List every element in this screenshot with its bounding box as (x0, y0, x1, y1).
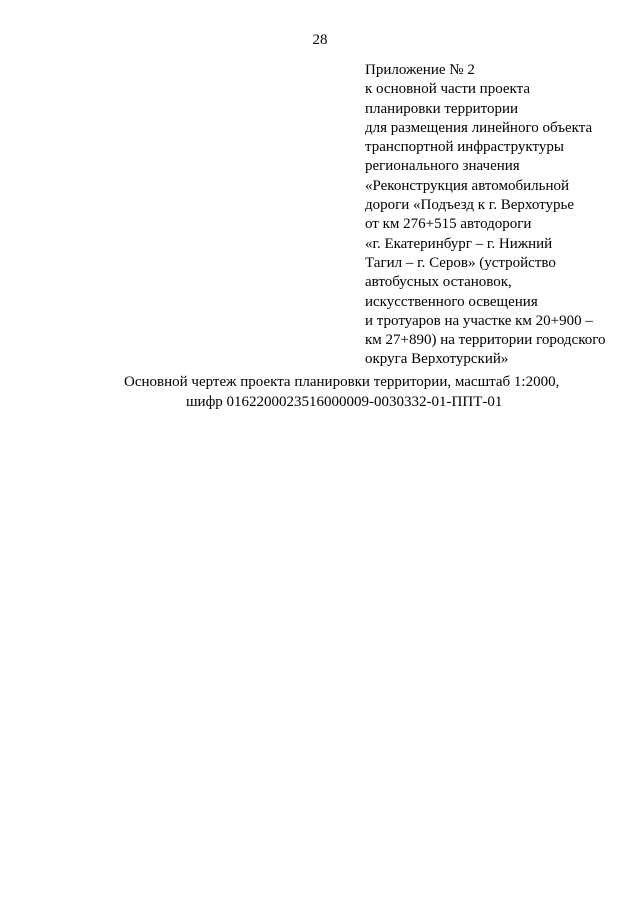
appendix-line: км 27+890) на территории городского (365, 332, 606, 349)
appendix-line: Тагил – г. Серов» (устройство (365, 254, 556, 271)
appendix-line: к основной части проекта (365, 81, 531, 98)
appendix-line: для размещения линейного объекта (365, 119, 593, 136)
appendix-line: «Реконструкция автомобильной (365, 177, 570, 194)
appendix-line: округа Верхотурский» (365, 351, 509, 368)
appendix-line: транспортной инфраструктуры (365, 139, 564, 156)
appendix-line: регионального значения (365, 158, 520, 175)
appendix-line: автобусных остановок, (365, 274, 512, 291)
appendix-line: «г. Екатеринбург – г. Нижний (365, 235, 553, 252)
appendix-header (365, 61, 630, 370)
appendix-line: и тротуаров на участке км 20+900 – (365, 312, 593, 329)
page-number: 28 (312, 32, 328, 48)
appendix-line: планировки территории (365, 100, 519, 117)
appendix-line: дороги «Подъезд к г. Верхотурье (365, 197, 574, 214)
drawing-code-line: шифр 0162200023516000009-0030332-01-ППТ-01 (186, 394, 503, 410)
drawing-title (0, 372, 640, 412)
appendix-line: от км 276+515 автодороги (365, 216, 532, 233)
appendix-title: Приложение № 2 (365, 62, 475, 78)
drawing-title-line: Основной чертеж проекта планировки территории, масштаб 1:2000, (124, 374, 560, 390)
appendix-line: искусственного освещения (365, 293, 538, 310)
